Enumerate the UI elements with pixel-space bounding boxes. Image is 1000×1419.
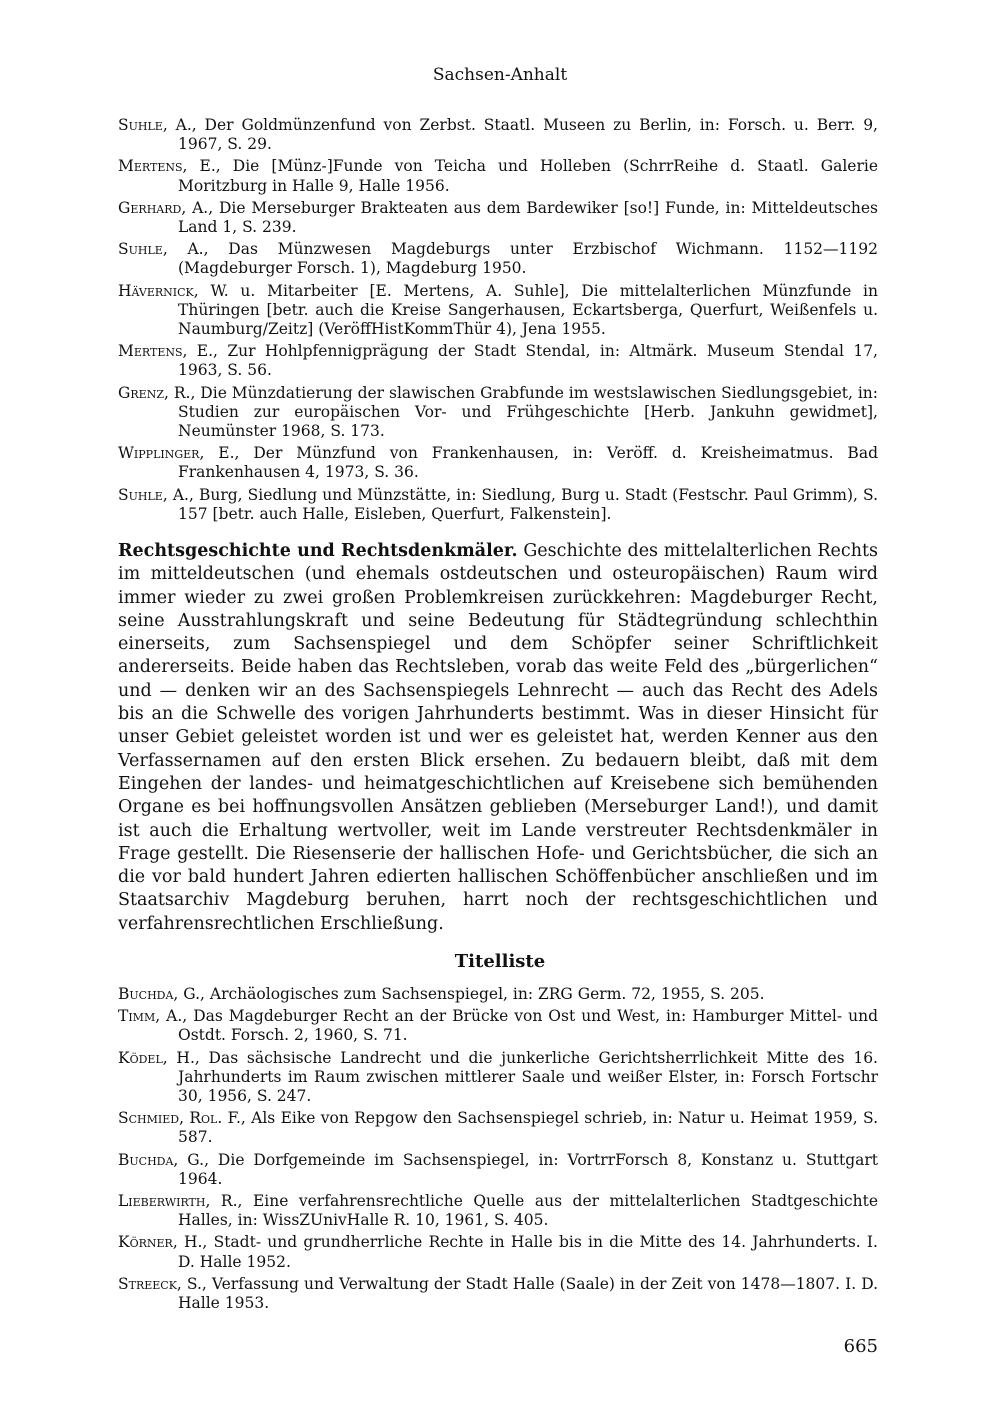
reference-entry	[118, 240, 878, 278]
reference-text: , Eine verfahrensrechtliche Quelle aus der mittelalterlichen Stadtgeschichte Halles, in: WissZUnivHalle R. 10, 1961, S. 405.	[178, 1192, 878, 1230]
reference-text: , Stadt- und grundherrliche Rechte in Halle bis in die Mitte des 14. Jahrhunderts. I. D. Halle 1952.	[178, 1233, 878, 1271]
reference-author: Lieberwirth, R.	[118, 1192, 238, 1211]
reference-entry	[118, 1151, 878, 1189]
reference-text: , Das sächsische Landrecht und die junkerliche Gerichtsherrlichkeit Mitte des 16. Jahrhunderts im Raum zwischen mittlerer Saale und weißer Elster, in: Forsch Fortschr 30, 1956, S. 247.	[178, 1048, 878, 1106]
reference-text: u. Mitarbeiter [E. Mertens, A. Suhle], Die mittelalterlichen Münzfunde in Thüringen [betr. auch die Kreise Sangerhausen, Eckartsberga, Querfurt, Weißenfels u. Naumburg/Zeitz] (VeröffHistKommThür 4), Jena 1955.	[178, 281, 878, 339]
reference-entry	[118, 116, 878, 154]
reference-author: Timm, A.	[118, 1007, 183, 1026]
section-heading: Titelliste	[454, 951, 546, 972]
reference-text: , Zur Hohlpfennigprägung der Stadt Stendal, in: Altmärk. Museum Stendal 17, 1963, S. 56.	[178, 342, 878, 380]
reference-entry	[118, 342, 878, 380]
reference-entry	[118, 1007, 878, 1045]
reference-entry	[118, 282, 878, 340]
reference-entry	[118, 985, 878, 1004]
reference-author: Suhle, A.	[118, 240, 204, 259]
reference-author: Gerhard, A.	[118, 198, 209, 217]
reference-author: Suhle, A.	[118, 116, 192, 134]
reference-text: , Das Magdeburger Recht an der Brücke von Ost und West, in: Hamburger Mittel- und Ostdt. Forsch. 2, 1960, S. 71.	[178, 1007, 879, 1045]
reference-entry	[118, 157, 878, 195]
body-paragraph	[118, 540, 878, 936]
reference-entry	[118, 1275, 878, 1313]
reference-list-bottom	[118, 985, 878, 1316]
reference-author: Hävernick, W.	[118, 281, 229, 300]
reference-text: , Der Goldmünzenfund von Zerbst. Staatl. Museen zu Berlin, in: Forsch. u. Berr. 9, 1967, S. 29.	[178, 116, 878, 154]
reference-entry	[118, 199, 878, 237]
reference-text: , Das Münzwesen Magdeburgs unter Erzbischof Wichmann. 1152—1192 (Magdeburger Forsch. 1), Magdeburg 1950.	[178, 240, 878, 278]
paragraph-body: Geschichte des mittelalterlichen Rechts im mitteldeutschen (und ehemals ostdeutschen und osteuropäischen) Raum wird immer wieder zu zwei großen Problemkreisen zurückkehren: Magdeburger Recht, seine Ausstrahlungskraft und seine Bedeutung für Städtegründung schlechthin einerseits, zum Sachsenspiegel und dem Schöpfer seiner Schriftlichkeit andererseits. Beide haben das Rechtsleben, vorab das weite Feld des „bürgerlichen“ und — denken wir an des Sachsenspiegels Lehnrecht — auch das Recht des Adels bis an die Schwelle des vorigen Jahrhunderts bestimmt. Was in dieser Hinsicht für unser Gebiet geleistet worden ist und wer es geleistet hat, werden Kenner aus den Verfassernamen auf den ersten Blick ersehen. Zu bedauern bleibt, daß mit dem Eingehen der landes- und heimatgeschichtlichen auf Kreisebene sich bemühenden Organe es bei hoffnungsvollen Ansätzen geblieben (Merseburger Land!), und damit ist auch die Erhaltung wertvoller, weit im Lande verstreuter Rechtsdenkmäler in Frage gestellt. Die Riesenserie der hallischen Hofe- und Gerichtsbücher, die sich an die vor bald hundert Jahren edierten hallischen Schöffenbücher anschließen und im Staatsarchiv Magdeburg beruhen, harrt noch der rechtsgeschichtlichen und verfahrensrechtlichen Erschließung.	[118, 541, 878, 934]
reference-entry	[118, 1109, 878, 1147]
reference-text: , Die Dorfgemeinde im Sachsenspiegel, in: VortrrForsch 8, Konstanz u. Stuttgart 1964.	[178, 1150, 878, 1188]
reference-author: Ködel, H.	[118, 1048, 195, 1067]
reference-author: Suhle, A.	[118, 485, 189, 504]
reference-entry	[118, 1233, 878, 1271]
reference-entry	[118, 486, 878, 524]
reference-text: , Als Eike von Repgow den Sachsenspiegel schrieb, in: Natur u. Heimat 1959, S. 587.	[178, 1109, 878, 1147]
reference-entry	[118, 444, 878, 482]
reference-entry	[118, 384, 878, 442]
reference-author: Mertens, E.	[118, 342, 214, 361]
reference-author: Buchda, G.	[118, 985, 201, 1003]
reference-text: , Die [Münz-]Funde von Teicha und Holleben (SchrrReihe d. Staatl. Galerie Moritzburg in Halle 9, Halle 1956.	[178, 157, 878, 195]
reference-author: Mertens, E.	[118, 157, 216, 176]
reference-author: Schmied, Rol. F.	[118, 1109, 241, 1128]
reference-author: Körner, H.	[118, 1233, 203, 1252]
reference-author: Buchda, G.	[118, 1150, 205, 1169]
reference-entry	[118, 1192, 878, 1230]
reference-text: , Archäologisches zum Sachsenspiegel, in: ZRG Germ. 72, 1955, S. 205.	[200, 985, 765, 1003]
running-header: Sachsen-Anhalt	[432, 65, 568, 85]
reference-text: , Verfassung und Verwaltung der Stadt Halle (Saale) in der Zeit von 1478—1807. I. D. Halle 1953.	[178, 1274, 878, 1313]
reference-text: , Die Münzdatierung der slawischen Grabfunde im westslawischen Siedlungsgebiet, in: Studien zur europäischen Vor- und Frühgeschichte [Herb. Jankuhn gewidmet], Neumünster 1968, S. 173.	[178, 383, 878, 441]
page-number: 665	[843, 1336, 878, 1357]
reference-author: Streeck, S.	[118, 1274, 202, 1293]
paragraph-title: Rechtsgeschichte und Rechtsdenkmäler.	[118, 541, 518, 561]
reference-text: , Der Münzfund von Frankenhausen, in: Veröff. d. Kreisheimatmus. Bad Frankenhausen 4, 1973, S. 36.	[178, 444, 878, 482]
reference-entry	[118, 1049, 878, 1107]
reference-list-top	[118, 116, 878, 527]
reference-text: , Burg, Siedlung und Münzstätte, in: Siedlung, Burg u. Stadt (Festschr. Paul Grimm), S. 157 [betr. auch Halle, Eisleben, Querfurt, Falkenstein].	[178, 485, 878, 523]
reference-author: Grenz, R.	[118, 383, 191, 402]
reference-author: Wipplinger, E.	[118, 444, 235, 463]
reference-text: , Die Merseburger Brakteaten aus dem Bardewiker [so!] Funde, in: Mitteldeutsches Land 1, S. 239.	[178, 198, 878, 237]
